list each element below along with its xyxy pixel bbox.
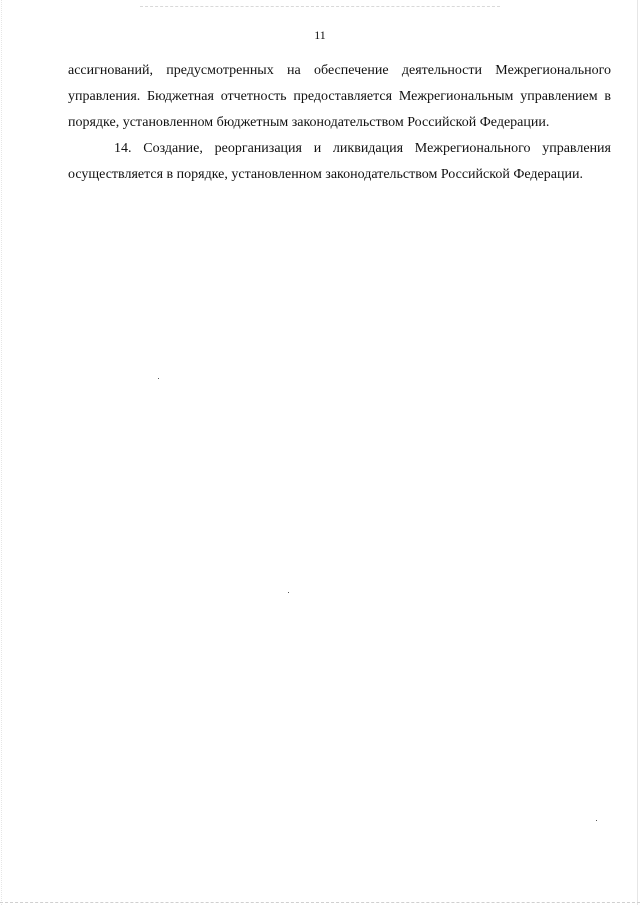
scan-edge-bottom: [0, 902, 640, 903]
page-number: 11: [314, 28, 326, 42]
scan-speck: [288, 592, 289, 593]
scan-speck: [596, 820, 597, 821]
scan-edge-left: [1, 0, 2, 905]
scan-edge-top: [140, 6, 500, 7]
paragraph-14: 14. Создание, реорганизация и ликвидация Межрегионального управления осуществляется в порядке, установленном законодательством Российской Федерации.: [68, 141, 611, 182]
body-text: [68, 58, 611, 188]
scan-edge-right: [637, 0, 638, 905]
scan-speck: [158, 378, 159, 379]
paragraph-continued: ассигнований, предусмотренных на обеспечение деятельности Межрегионального управления. Бюджетная отчетность предоставляется Межрегиональным управлением в порядке, установленном бюджетным законодательством Российской Федерации.: [68, 63, 611, 130]
